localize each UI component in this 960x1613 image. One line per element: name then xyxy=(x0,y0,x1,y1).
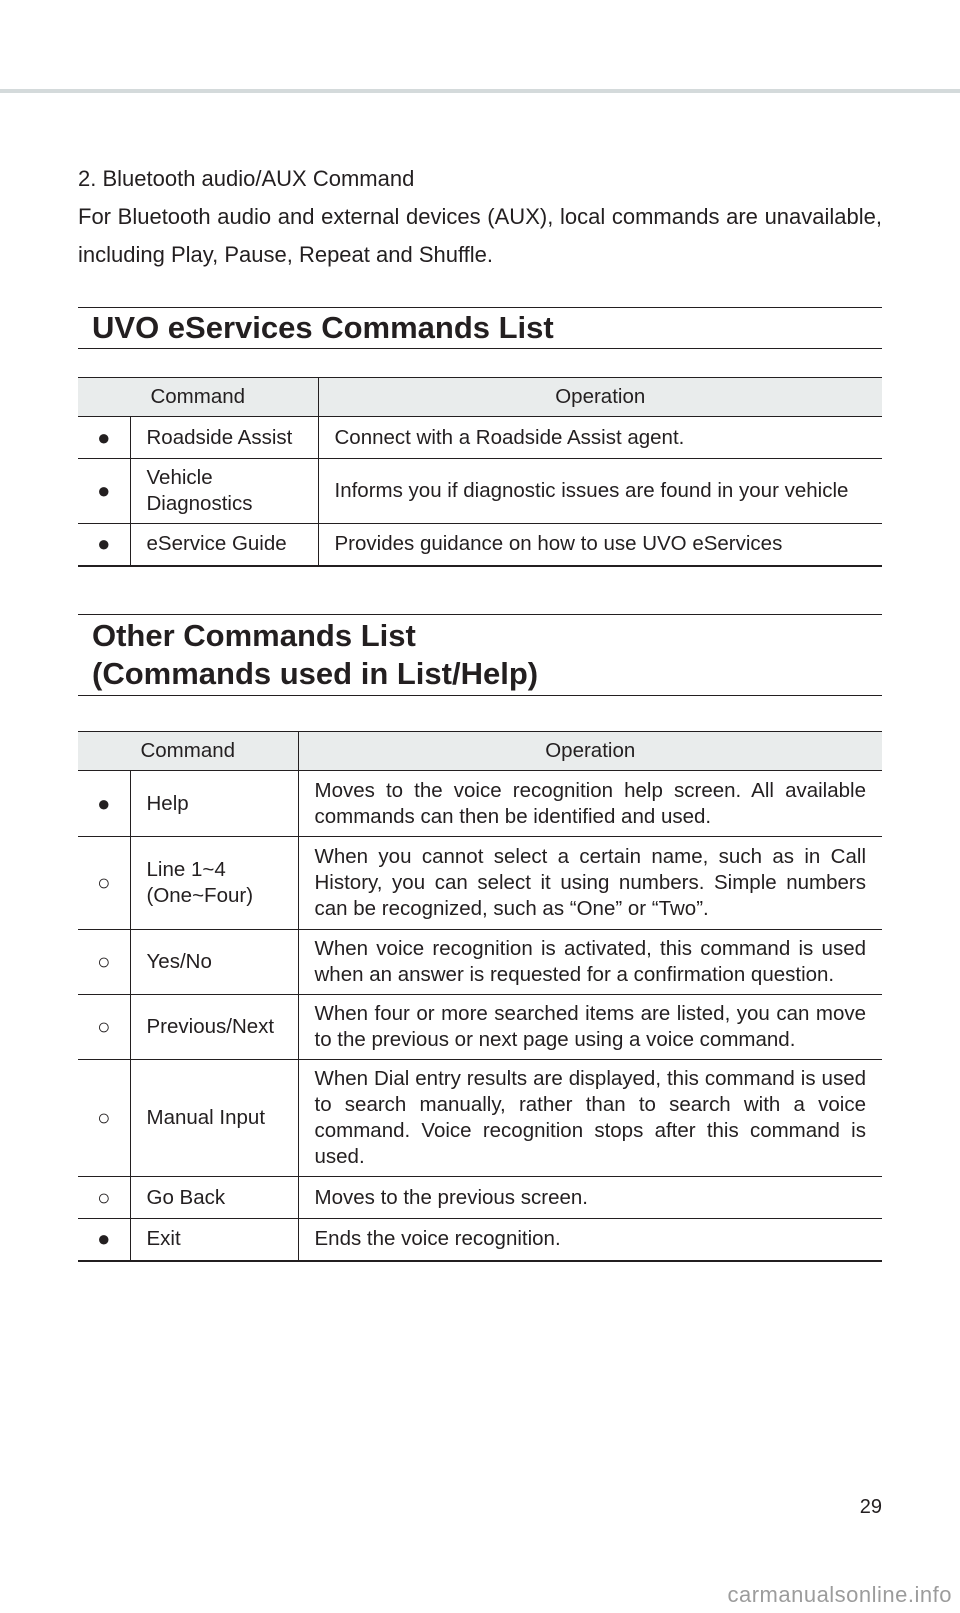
table-row xyxy=(78,524,882,566)
mark-filled: ● xyxy=(78,524,130,566)
mark-filled: ● xyxy=(78,771,130,837)
header-operation: Operation xyxy=(318,378,882,417)
table-header-row xyxy=(78,732,882,771)
top-rule xyxy=(0,89,960,93)
operation-cell: When you cannot select a certain name, such as in Call History, you can select it using numbers. Simple numbers can be recognized, such as “One” or “Two”. xyxy=(298,837,882,930)
table-row xyxy=(78,930,882,995)
intro-paragraph: For Bluetooth audio and external devices (AUX), local commands are unavailable, including Play, Pause, Repeat and Shuffle. xyxy=(78,204,882,267)
table-row xyxy=(78,771,882,837)
table-row xyxy=(78,995,882,1060)
section-title-uvo xyxy=(78,307,882,349)
command-cell: Yes/No xyxy=(130,930,298,995)
operation-cell: When voice recognition is activated, this command is used when an answer is requested for a confirmation question. xyxy=(298,930,882,995)
command-cell: Help xyxy=(130,771,298,837)
mark-hollow: ○ xyxy=(78,837,130,930)
table-row xyxy=(78,1060,882,1177)
section-title-other xyxy=(78,614,882,696)
command-cell: eService Guide xyxy=(130,524,318,566)
operation-cell: Informs you if diagnostic issues are found in your vehicle xyxy=(318,459,882,524)
table-row xyxy=(78,1177,882,1219)
uvo-commands-table xyxy=(78,377,882,567)
command-cell: Exit xyxy=(130,1219,298,1261)
operation-cell: Ends the voice recognition. xyxy=(298,1219,882,1261)
section-title-uvo-text: UVO eServices Commands List xyxy=(92,310,554,345)
mark-filled: ● xyxy=(78,459,130,524)
table-row xyxy=(78,1219,882,1261)
operation-cell: When four or more searched items are listed, you can move to the previous or next page using a voice command. xyxy=(298,995,882,1060)
operation-cell: Connect with a Roadside Assist agent. xyxy=(318,417,882,459)
operation-cell: Provides guidance on how to use UVO eServices xyxy=(318,524,882,566)
mark-hollow: ○ xyxy=(78,930,130,995)
operation-cell: Moves to the previous screen. xyxy=(298,1177,882,1219)
command-cell: Roadside Assist xyxy=(130,417,318,459)
header-command: Command xyxy=(78,732,298,771)
mark-hollow: ○ xyxy=(78,1060,130,1177)
header-operation: Operation xyxy=(298,732,882,771)
mark-filled: ● xyxy=(78,1219,130,1261)
table-header-row xyxy=(78,378,882,417)
intro-block xyxy=(78,160,882,274)
section-title-other-line1: Other Commands List xyxy=(92,618,416,653)
command-cell: Manual Input xyxy=(130,1060,298,1177)
table-row xyxy=(78,837,882,930)
watermark: carmanualsonline.info xyxy=(727,1582,952,1607)
command-cell: Vehicle Diagnostics xyxy=(130,459,318,524)
command-cell: Line 1~4 (One~Four) xyxy=(130,837,298,930)
other-commands-table xyxy=(78,731,882,1262)
mark-hollow: ○ xyxy=(78,995,130,1060)
page-number: 29 xyxy=(859,1496,882,1518)
section-title-other-line2: (Commands used in List/Help) xyxy=(92,656,539,691)
operation-cell: When Dial entry results are displayed, this command is used to search manually, rather than to search with a voice command. Voice recognition stops after this command is used. xyxy=(298,1060,882,1177)
header-command: Command xyxy=(78,378,318,417)
mark-hollow: ○ xyxy=(78,1177,130,1219)
intro-heading: 2. Bluetooth audio/AUX Command xyxy=(78,166,415,191)
command-cell: Go Back xyxy=(130,1177,298,1219)
mark-filled: ● xyxy=(78,417,130,459)
operation-cell: Moves to the voice recognition help screen. All available commands can then be identified and used. xyxy=(298,771,882,837)
table-row xyxy=(78,459,882,524)
table-row xyxy=(78,417,882,459)
command-cell: Previous/Next xyxy=(130,995,298,1060)
